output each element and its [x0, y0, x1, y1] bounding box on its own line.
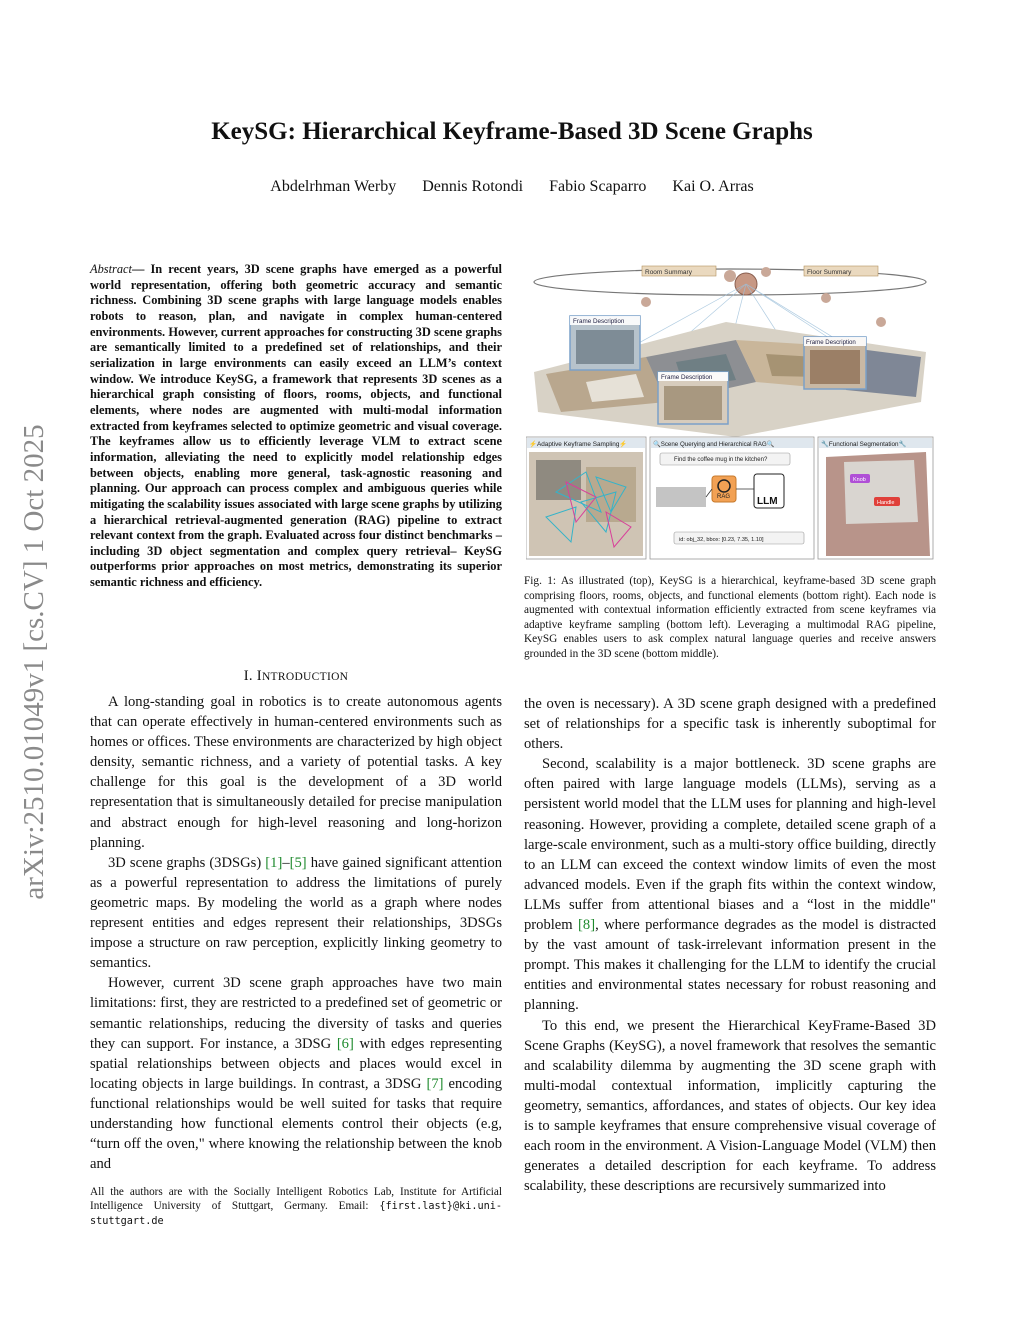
author-name: Fabio Scaparro [549, 178, 647, 195]
rag-label: RAG [717, 494, 731, 500]
room-node [761, 267, 771, 277]
citation-link[interactable]: [1] [265, 854, 283, 871]
citation-link[interactable]: [6] [336, 1035, 354, 1052]
paragraph: Second, scalability is a major bottleneck. 3D scene graphs are often paired with large language models (LLMs), serving as a persistent world model that the LLM uses for planning and high-level reasoning. However, providing a complete, detailed scene graph of a large-scale environment, such as a multi-story office building, directly to an LLM can exceed the context window limits of even the most advanced models. Even if the graph fits within the context window, LLMs suffer from attentional biases and a “lost in the middle" problem [8], where performance degrades as the model is distracted by the vast amount of task-irrelevant information present in the prompt. This makes it challenging for the LLM to identify the crucial entities and environmental states necessary for robust reasoning and planning. [524, 756, 936, 1014]
figure-1 [526, 262, 935, 562]
frame-description-label: Frame Description [661, 374, 713, 381]
room-node [821, 293, 831, 303]
llm-label: LLM [757, 496, 778, 507]
panel-adaptive-keyframe-sampling [526, 437, 646, 559]
paragraph: To this end, we present the Hierarchical KeyFrame-Based 3D Scene Graphs (KeySG), a novel framework that resolves the semantic and scalability dilemma by augmenting the 3D scene graph with multi-modal contextual information, implicitly capturing the geometry, semantics, affordances, and states of objects. Our key idea is to sample keyframes that ensure comprehensive visual coverage of each room in the environment. A Vision-Language Model (VLM) then generates a detailed description for each keyframe. To address scalability, these descriptions are recursively summarized into [524, 1017, 936, 1195]
citation-link[interactable]: [5] [289, 854, 307, 871]
figure-caption: Fig. 1: As illustrated (top), KeySG is a hierarchical, keyframe-based 3D scene graph comprising floors, rooms, objects, and functional elements (bottom right). Each node is augmented with contextual information efficiently extracted from scene keyframes via adaptive keyframe sampling (bottom left). Leveraging a multimodal RAG pipeline, KeySG enables users to ask complex natural language queries and receive answers grounded in the 3D scene (bottom middle). [524, 575, 936, 660]
right-column-body [524, 694, 936, 1196]
frame-thumbnail [570, 316, 640, 370]
author-name: Abdelrhman Werby [270, 178, 397, 195]
author-name: Dennis Rotondi [422, 178, 524, 195]
abstract-label: Abstract [90, 262, 132, 276]
handle-label: Handle [877, 500, 895, 506]
section-heading: I. INTRODUCTION [243, 668, 349, 684]
paper-title: KeySG: Hierarchical Keyframe-Based 3D Scene Graphs [211, 118, 813, 145]
panel-scene-querying-rag [650, 437, 814, 559]
svg-text:🔧Functional Segmentation🔧: 🔧Functional Segmentation🔧 [821, 441, 907, 448]
frame-description-label: Frame Description [573, 318, 625, 325]
frame-thumbnail [804, 337, 866, 389]
svg-text:🔍Scene Querying and Hierarchi: 🔍Scene Querying and Hierarchical RAG🔍 [653, 441, 775, 448]
affiliation-footnote: All the authors are with the Socially Intelligent Robotics Lab, Institute for Artificial Intelligence University of Stuttgart, Germany. Email: {first.last}@ki.uni-stuttgart.de [90, 1186, 503, 1227]
answer-text: id: obj_32, bbox: [0.23, 7.35, 1.10] [679, 537, 764, 543]
frame-description-label: Frame Description [806, 339, 856, 346]
email-address: {first.last}@ki.uni-stuttgart.de [90, 1201, 503, 1227]
citation-link[interactable]: [8] [578, 917, 596, 934]
room-node [876, 317, 886, 327]
paragraph: A long-standing goal in robotics is to create autonomous agents that can operate effectively in human-centered environments such as homes or offices. These environments are characterized by high object density, semantic richness, and a variety of potential tasks. A key challenge for this goal is the development of a 3D world representation that is simultaneously detailed for precise manipulation and abstract enough for high-level reasoning and long-horizon planning. [90, 694, 502, 851]
abstract [90, 262, 502, 591]
arxiv-identifier: arXiv:2510.01049v1 [cs.CV] 1 Oct 2025 [18, 424, 50, 900]
abstract-text: — In recent years, 3D scene graphs have emerged as a powerful world representation, offering both geometric accuracy and semantic richness. Combining 3D scene graphs with large language models enables robots to reason, plan, and navigate in complex human-centered environments. However, current approaches for constructing 3D scene graphs are semantically limited to a predefined set of relationships, and their serialization in large environments can easily exceed an LLM’s context window. We introduce KeySG, a framework that represents 3D scenes as a hierarchical graph consisting of floors, rooms, objects, and functional elements, where nodes are augmented with multi-modal information extracted from keyframes selected to optimize geometric and visual coverage. The keyframes allow us to efficiently leverage VLM to extract scene information, alleviating the need to explicitly model relationship edges between objects, enabling more general, task-agnostic reasoning and planning. Our approach can process complex and ambiguous queries while mitigating the scalability issues associated with large scene graphs by utilizing a hierarchical retrieval-augmented generation (RAG) pipeline to extract relevant context from the graph. Evaluated across four distinct benchmarks –including 3D object segmentation and complex query retrieval– KeySG outperforms prior approaches on most metrics, demonstrating its superior semantic richness and efficiency. [90, 262, 502, 590]
knob-label: Knob [853, 477, 866, 483]
svg-text:⚡Adaptive Keyframe Sampling⚡: ⚡Adaptive Keyframe Sampling⚡ [529, 441, 628, 448]
citation-link[interactable]: [7] [426, 1075, 444, 1092]
author-name: Kai O. Arras [672, 178, 754, 195]
floor-summary-label: Floor Summary [807, 269, 852, 276]
panel-functional-segmentation [818, 437, 933, 559]
room-node [641, 297, 651, 307]
room-node [724, 270, 736, 282]
query-text: Find the coffee mug in the kitchen? [674, 457, 768, 463]
paragraph: the oven is necessary). A 3D scene graph designed with a predefined set of relationships for a specific task is inherently suboptimal for others. [524, 696, 936, 753]
frame-thumbnail [658, 372, 728, 424]
paragraph: 3D scene graphs (3DSGs) [1]–[5] have gained significant attention as a powerful representation to address the limitations of purely geometric maps. By modeling the world as a graph where nodes represent entities and edges represent their relationships, 3DSGs impose a structure on raw perception, explicitly linking geometry to semantics. [90, 854, 502, 972]
left-column-body [90, 692, 502, 1174]
author-list [0, 178, 1024, 196]
room-summary-label: Room Summary [645, 269, 692, 276]
paragraph: However, current 3D scene graph approaches have two main limitations: first, they are restricted to a predefined set of geometric or semantic relationships, reducing the diversity of tasks and queries they can support. For instance, a 3DSG [6] with edges representing spatial relationships between objects and places would excel in locating objects in large buildings. In contrast, a 3DSG [7] encoding functional relationships would be well suited for tasks that require understanding how functional elements control their objects (e.g, “turn off the oven," where knowing the relationship between the knob and [90, 975, 502, 1173]
